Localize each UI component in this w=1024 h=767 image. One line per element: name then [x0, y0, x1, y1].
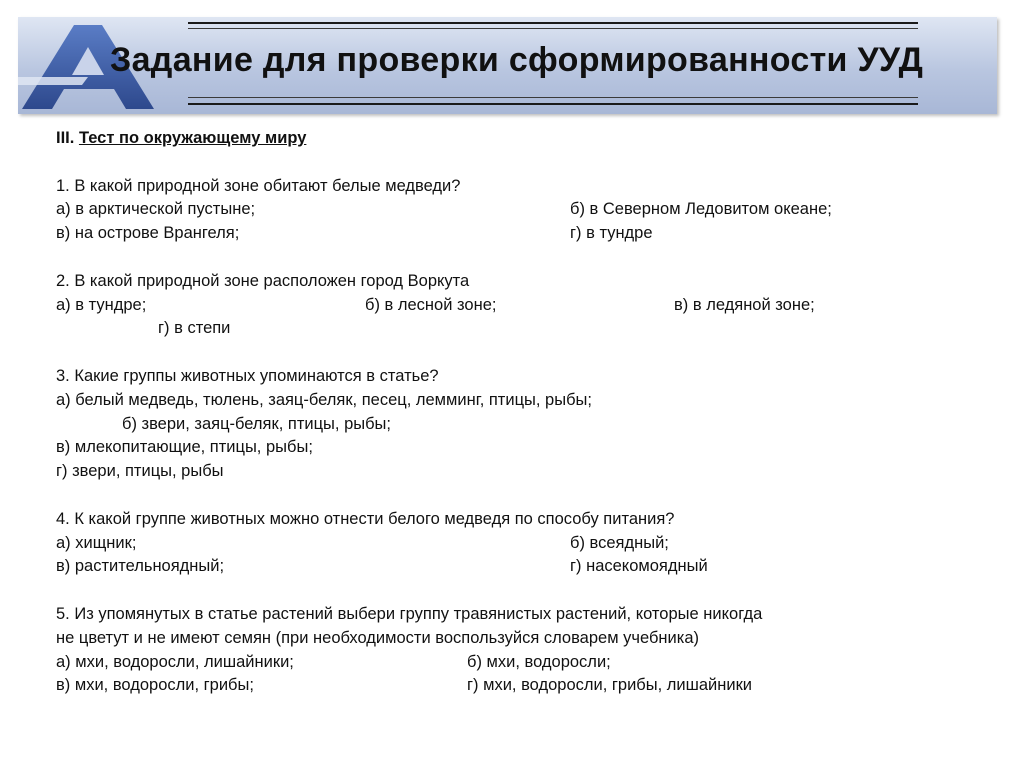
question-3: 3. Какие группы животных упоминаются в статье? [56, 366, 439, 385]
question-5-line-2: не цветут и не имеют семян (при необходимости воспользуйся словарем учебника) [56, 628, 700, 647]
q5-option-a: а) мхи, водоросли, лишайники; [56, 652, 294, 671]
q3-option-g: г) звери, птицы, рыбы [56, 462, 224, 481]
band-top-rule [188, 22, 918, 24]
band-top-rule-thin [188, 28, 918, 29]
q1-option-b: б) в Северном Ледовитом океане; [570, 200, 832, 219]
q3-option-a: а) белый медведь, тюлень, заяц-беляк, песец, лемминг, птицы, рыбы; [56, 390, 592, 409]
q2-option-a: а) в тундре; [56, 295, 147, 314]
q2-option-b: б) в лесной зоне; [365, 295, 497, 314]
question-2: 2. В какой природной зоне расположен город Воркута [56, 271, 470, 290]
q1-option-g: г) в тундре [570, 224, 653, 243]
test-content [56, 127, 976, 698]
section-number: III. [56, 129, 75, 147]
q4-option-g: г) насекомоядный [570, 557, 708, 576]
section-heading [56, 127, 976, 151]
q5-option-b: б) мхи, водоросли; [467, 652, 611, 671]
band-bottom-rule [188, 103, 918, 105]
q4-option-b: б) всеядный; [570, 533, 669, 552]
q4-option-v: в) растительноядный; [56, 557, 225, 576]
question-5-row-1 [56, 651, 976, 675]
question-1: 1. В какой природной зоне обитают белые медведи? [56, 176, 461, 195]
question-3-row-b [56, 413, 976, 437]
question-1-row-2 [56, 222, 976, 246]
page-title: Задание для проверки сформированности УУД [110, 41, 924, 79]
q2-option-v: в) в ледяной зоне; [674, 295, 815, 314]
q3-option-v: в) млекопитающие, птицы, рыбы; [56, 438, 313, 457]
question-4-row-1 [56, 532, 976, 556]
q5-option-g: г) мхи, водоросли, грибы, лишайники [467, 676, 753, 695]
question-4: 4. К какой группе животных можно отнести белого медведя по способу питания? [56, 509, 675, 528]
q1-option-v: в) на острове Врангеля; [56, 224, 240, 243]
question-5-row-2 [56, 674, 976, 698]
title-band [18, 17, 997, 114]
band-bottom-rule-thin [188, 97, 918, 98]
question-2-row-1 [56, 294, 976, 318]
question-2-row-2 [56, 317, 976, 341]
question-4-row-2 [56, 555, 976, 579]
q5-option-v: в) мхи, водоросли, грибы; [56, 676, 254, 695]
q1-option-a: а) в арктической пустыне; [56, 200, 256, 219]
q2-option-g: г) в степи [158, 319, 231, 338]
question-5-line-1: 5. Из упомянутых в статье растений выбери группу травянистых растений, которые никогда [56, 604, 763, 623]
q3-option-b: б) звери, заяц-беляк, птицы, рыбы; [122, 414, 391, 433]
question-1-row-1 [56, 198, 976, 222]
section-title: Тест по окружающему миру [78, 129, 307, 147]
q4-option-a: а) хищник; [56, 533, 137, 552]
